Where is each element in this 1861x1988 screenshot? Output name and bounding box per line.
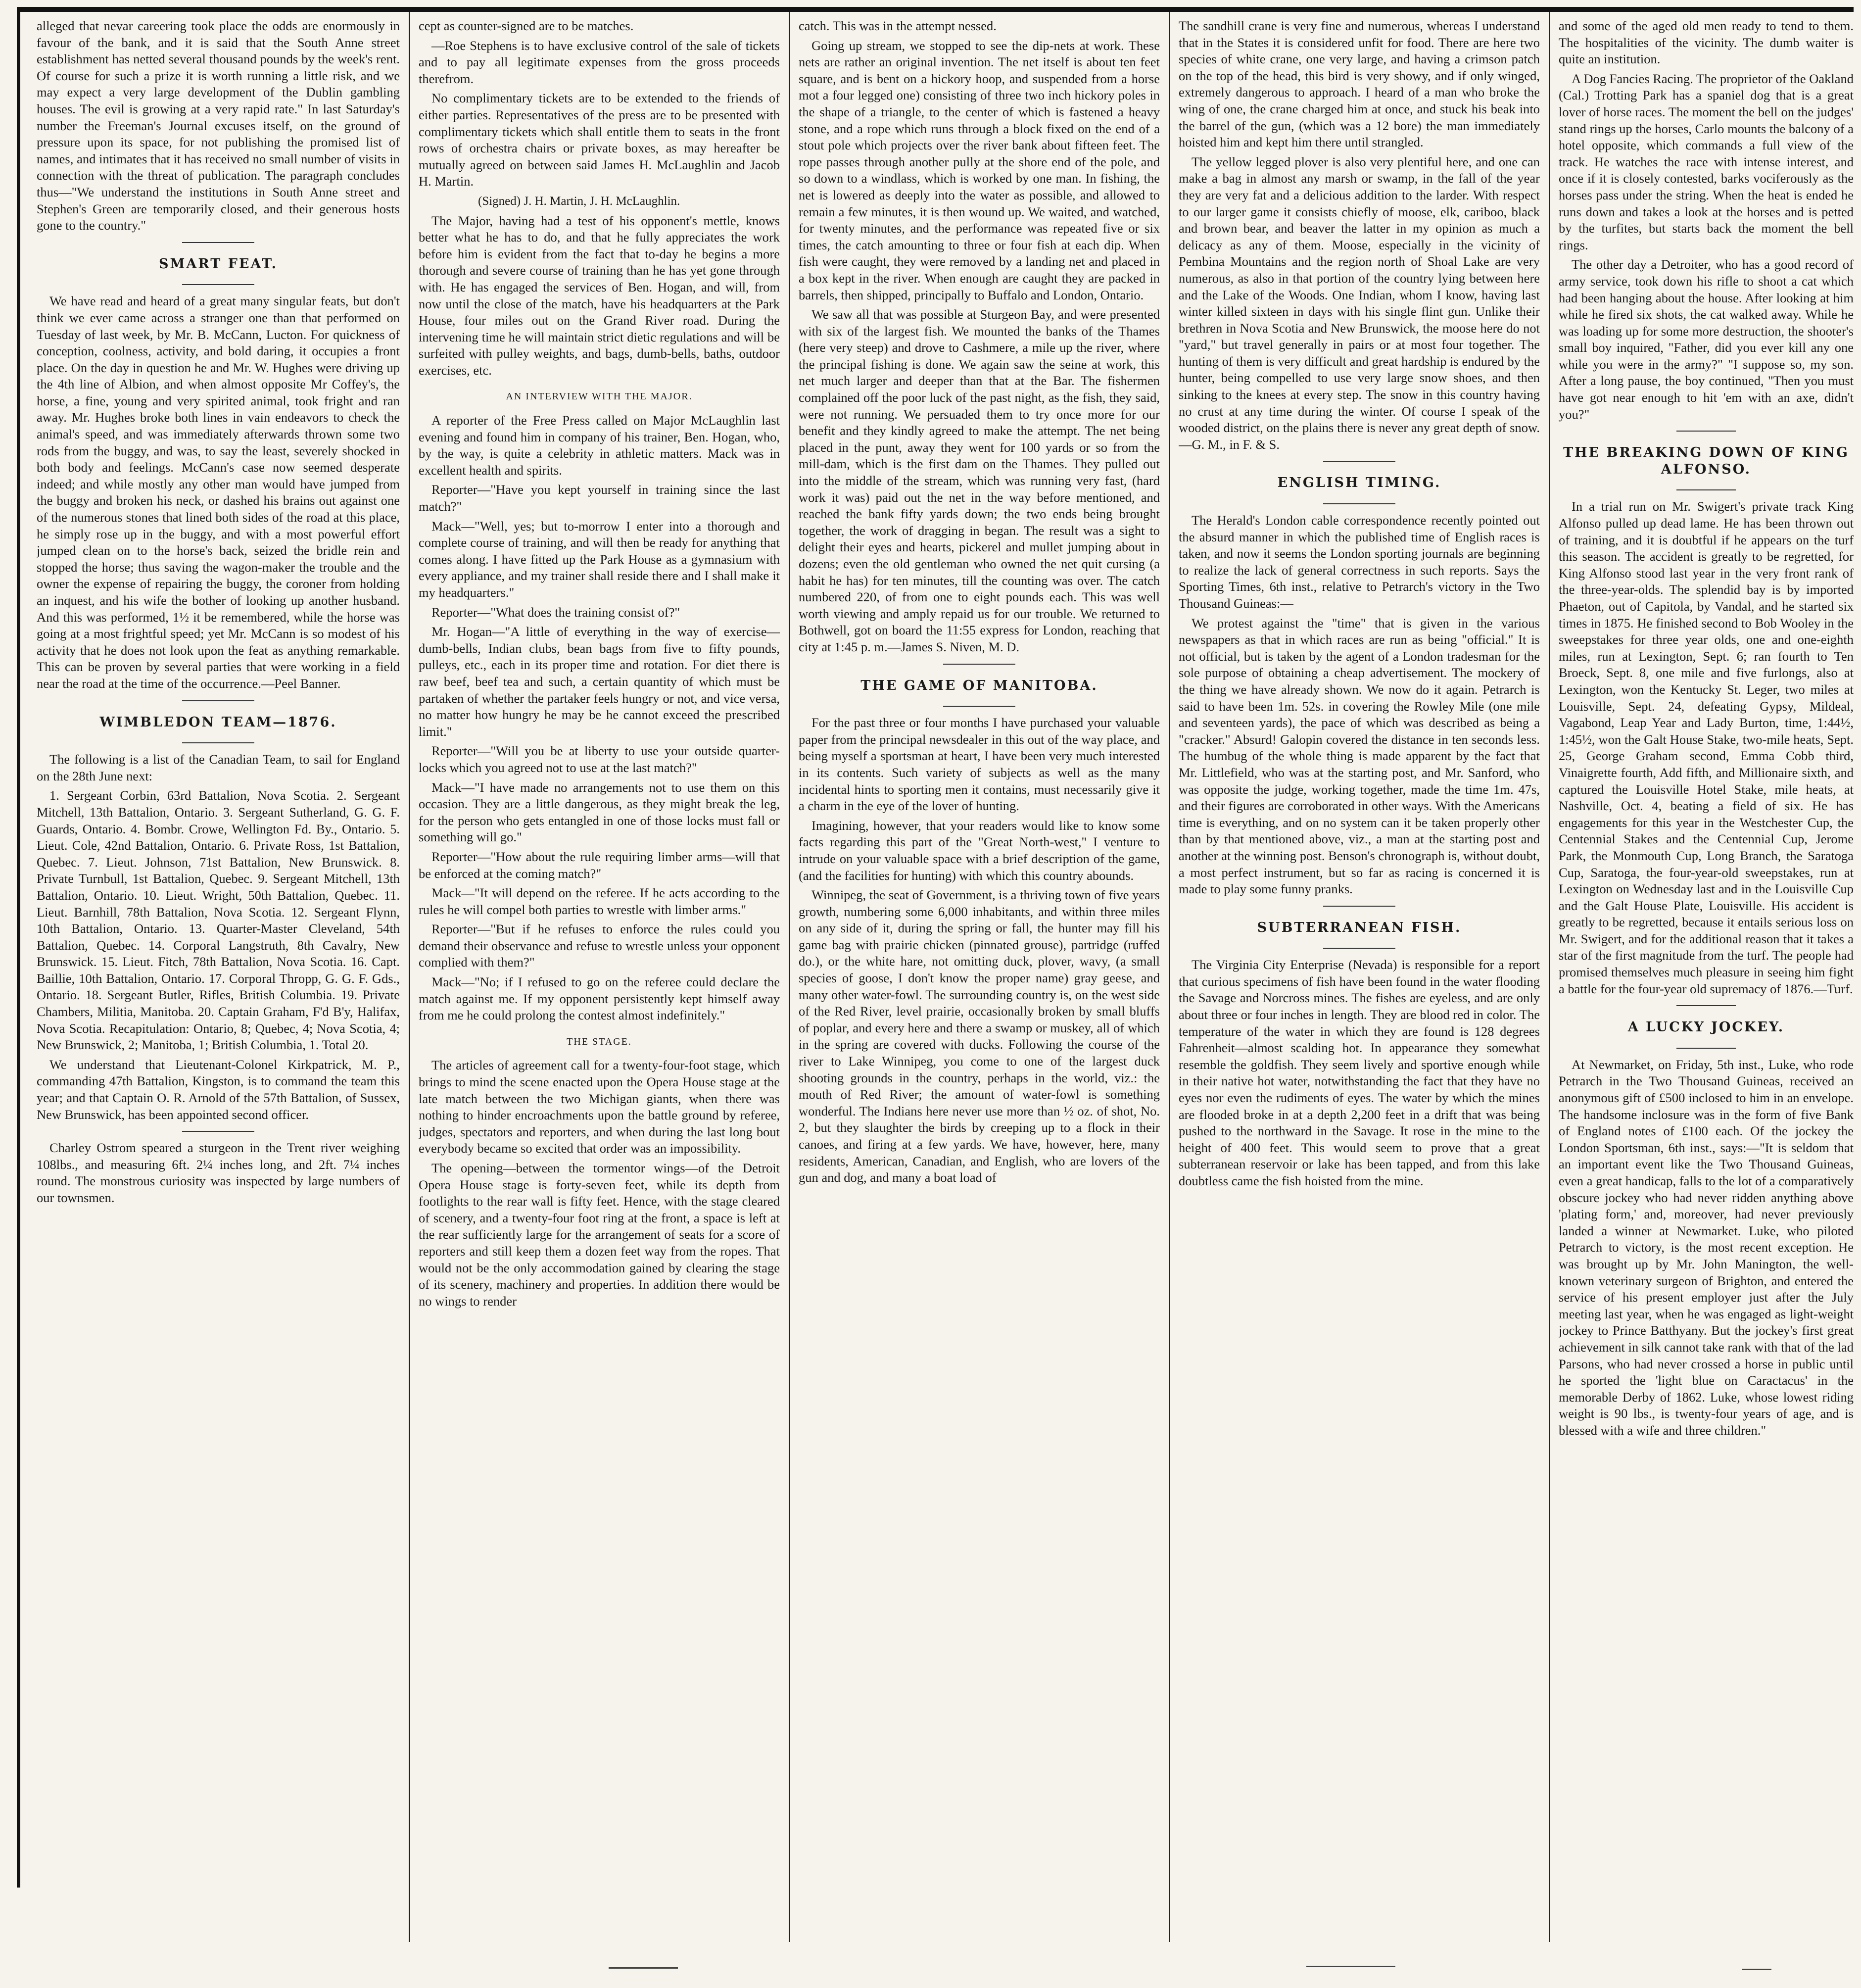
column-rule — [1169, 12, 1170, 1942]
headline-rule — [182, 700, 255, 701]
column-3 — [799, 18, 1160, 1938]
article-paragraph: Reporter—"Will you be at liberty to use your outside quarter-locks which you agreed not to use at the last match?" — [419, 743, 780, 775]
column-2 — [419, 18, 780, 1938]
headline-rule — [1323, 906, 1395, 907]
newspaper-page — [17, 7, 1854, 1952]
article-paragraph: Mack—"Well, yes; but to-morrow I enter into a thorough and complete course of training, and will then be ready for anything that comes along. I have fitted up the Park House as a gymnasium with every appliance, and my trainer shall reside there and I shall make it my headquarters." — [419, 518, 780, 600]
article-paragraph: No complimentary tickets are to be extended to the friends of either parties. Representatives of the press are to be presented with complimentary tickets which shall entitle them to seats in the front rows of orchestra chairs or private boxes, as may hereafter be mutually agreed on between said James H. McLaughlin and Jacob H. Martin. — [419, 91, 780, 189]
column-1 — [37, 18, 400, 1938]
article-paragraph: Reporter—"But if he refuses to enforce the rules could you demand their observance and refuse to wrestle unless your opponent complied with them?" — [419, 921, 780, 970]
article-paragraph: We have read and heard of a great many singular feats, but don't think we ever came across a stranger one than that performed on Tuesday of last week, by Mr. B. McCann, Lucton. For quickness of conception, coolness, activity, and bold daring, it occupies a front place. On the day in question he and Mr. W. Hughes were driving up the 4th line of Albion, and when almost opposite Mr Coffey's, the horse, a fine, young and very spirited animal, took fright and ran away. Mr. Hughes broke both lines in vain endeavors to check the animal's speed, and was immediately afterwards thrown some two rods from the buggy, and was, to say the least, severely shocked in both body and feelings. McCann's case now seemed desperate indeed; and while mostly any other man would have jumped from the buggy and broken his neck, or dashed his brains out against one of the numerous stones that lined both sides of the road at this place, he simply rose up in the buggy, and with a most powerful effort jumped clean on to the horse's back, seized the bridle rein and stopped the horse; thus saving the wagon-maker the trouble and the owner the expense of repairing the buggy, the coroner from holding an inquest, and his wife the bother of looking up another husband. And this was performed, 1½ it be remembered, while the horse was going at a most frightful speed; yet Mr. McCann is so modest of his activity that he does not look upon the feat as anything remarkable. This can be proven by several parties that were working in a field near the road at the time of the occurrence.—Peel Banner. — [37, 293, 400, 691]
article-headline: THE GAME OF MANITOBA. — [860, 678, 1098, 693]
column-rule — [1549, 12, 1550, 1942]
bottom-mark — [609, 1967, 678, 1969]
article-paragraph: A Dog Fancies Racing. The proprietor of the Oakland (Cal.) Trotting Park has a spaniel dog that is a great lover of horse races. The moment the bell on the judges' stand rings up the horses, Carlo mounts the balcony of a hotel opposite, which commands a full view of the track. He watches the race with intense interest, and once if it is closely contested, barks vociferously as the horses pass under the string. When the heat is ended he runs down and takes a look at the horses and is petted by the turfites, but starts back the moment the bell rings. — [1559, 71, 1854, 252]
left-margin-bar — [17, 7, 20, 1888]
headline-rule — [182, 284, 255, 285]
article-paragraph: Charley Ostrom speared a sturgeon in the Trent river weighing 108lbs., and measuring 6ft. 2¼ inches long, and 2ft. 7¼ inches round. The monstrous curiosity was inspected by large numbers of our townsmen. — [37, 1140, 400, 1205]
column-rule — [789, 12, 790, 1942]
article-paragraph: At Newmarket, on Friday, 5th inst., Luke, who rode Petrarch in the Two Thousand Guineas, received an anonymous gift of £500 inclosed to him in an envelope. The handsome inclosure was in the form of five Bank of England notes of £100 each. Of the jockey the London Sportsman, 6th inst., says:—"It is seldom that an important event like the Two Thousand Guineas, even a great handicap, falls to the lot of a comparatively obscure jockey who had never ridden anything above 'plating form,' and, moreover, had never previously landed a winner at Newmarket. Luke, who piloted Petrarch to victory, is the most recent exception. He was brought up by Mr. John Manington, the well-known veterinary surgeon of Brighton, and entered the service of his present employer just after the July meeting last year, when he was engaged as light-weight jockey to Prince Batthyany. But the jockey's first great achievement in silk cannot take rank with that of the lad Parsons, who had never crossed a horse in public until he sported the 'light blue on Caractacus' in the memorable Derby of 1862. Luke, whose lowest riding weight is 90 lbs., is twenty-four years of age, and is blessed with a wife and three children." — [1559, 1057, 1854, 1438]
column-5 — [1559, 18, 1854, 1938]
article-paragraph: and some of the aged old men ready to tend to them. The hospitalities of the vicinity. The dumb waiter is quite an institution. — [1559, 18, 1854, 67]
article-subheading: AN INTERVIEW WITH THE MAJOR. — [506, 391, 693, 402]
article-headline: SUBTERRANEAN FISH. — [1257, 920, 1462, 935]
headline-rule — [943, 706, 1015, 707]
article-paragraph: 1. Sergeant Corbin, 63rd Battalion, Nova Scotia. 2. Sergeant Mitchell, 13th Battalion, Ontario. 3. Sergeant Sutherland, G. G. F. Guards, Ontario. 4. Bombr. Crowe, Wellington Fd. By., Ontario. 5. Lieut. Cole, 42nd Battalion, Ontario. 6. Private Ross, 1st Battalion, Quebec. 7. Lieut. Johnson, 71st Battalion, New Brunswick. 8. Private Turnbull, 1st Battalion, Quebec. 9. Sergeant Mitchell, 13th Battalion, Ontario. 10. Lieut. Wright, 50th Battalion, Quebec. 11. Lieut. Barnhill, 78th Battalion, Nova Scotia. 12. Sergeant Flynn, 10th Battalion, Ontario. 13. Quarter-Master Cleveland, 54th Battalion, Quebec. 14. Corporal Langstruth, 8th Cavalry, New Brunswick. 15. Lieut. Fitch, 78th Battalion, Nova Scotia. 16. Capt. Baillie, 10th Battalion, Ontario. 17. Corporal Thropp, G. G. F. Gds., Ontario. 18. Sergeant Butler, Rifles, British Columbia. 19. Private Chambers, Militia, Manitoba. 20. Captain Graham, F'd B'y, Halifax, Nova Scotia. Recapitulation: Ontario, 8; Quebec, 4; Nova Scotia, 4; New Brunswick, 2; Manitoba, 1; British Columbia, 1. Total 20. — [37, 788, 400, 1053]
article-paragraph: We protest against the "time" that is given in the various newspapers as that in which races are run as being "official." It is not official, but is taken by the agent of a London tradesman for the sole purpose of obtaining a cheap advertisement. The mockery of the thing we have already shown. We now do it again. Petrarch is said to have been 1m. 52s. in covering the Rowley Mile (one mile and seventeen yards), the pace of which was described as being a "cracker." Absurd! Galopin covered the distance in ten seconds less. The humbug of the whole thing is made apparent by the fact that Mr. Littlefield, who was at the starting post, and Mr. Sanford, who was opposite the judge, working together, made the time 1m. 47s, and their figures are corroborated in other ways. With the Americans time is everything, and on no system can it be taken properly other than by that mentioned above, viz., a man at the starting post and another at the winning post. Benson's chronograph is, without doubt, a most perfect instrument, but so far as racing is concerned it is made to play some funny pranks. — [1179, 615, 1540, 897]
article-subheading: THE STAGE. — [567, 1036, 632, 1047]
bottom-mark — [1742, 1969, 1771, 1970]
headline-rule — [943, 664, 1015, 665]
article-headline: SMART FEAT. — [158, 256, 278, 272]
signature-block: (Signed) J. H. Martin, J. H. McLaughlin. — [478, 194, 680, 208]
top-rule — [17, 7, 1854, 12]
headline-rule — [1323, 461, 1395, 462]
headline-rule — [1676, 1005, 1735, 1006]
article-paragraph: Imagining, however, that your readers would like to know some facts regarding this part of the "Great North-west," I venture to intrude on your valuable space with a brief description of the game, (and the facilities for hunting) with which this country abounds. — [799, 818, 1160, 883]
article-paragraph: Reporter—"Have you kept yourself in training since the last match?" — [419, 482, 780, 514]
article-paragraph: catch. This was in the attempt nessed. — [799, 18, 997, 33]
article-paragraph: The Major, having had a test of his opponent's mettle, knows better what he has to do, and that he fully appreciates the work before him is evident from the fact that to-day he begins a more thorough and severe course of training than he has yet gone through with. He has engaged the services of Ben. Hogan, and will, from now until the close of the match, have his headquarters at the Park House, four miles out on the Grand River road. During the intervening time he will maintain strict dietic regulations and will be surfeited with pulley weights, and bags, dumb-bells, baths, outdoor exercises, etc. — [419, 213, 780, 378]
article-headline: A LUCKY JOCKEY. — [1627, 1019, 1785, 1035]
article-paragraph: The sandhill crane is very fine and numerous, whereas I understand that in the States it is considered unfit for food. There are here two species of white crane, one very large, and having a crimson patch on the top of the head, this bird is very showy, and if only winged, extremely dangerous to approach. I heard of a man who broke the wing of one, the crane charged him at once, and stuck his beak into the barrel of the gun, (which was a 12 bore) the man immediately hoisted him and kept him there until strangled. — [1179, 18, 1540, 150]
column-4 — [1179, 18, 1540, 1938]
article-paragraph: We understand that Lieutenant-Colonel Kirkpatrick, M. P., commanding 47th Battalion, Kingston, is to command the team this year; and that Captain O. R. Arnold of the 57th Battalion, of Sussex, New Brunswick, has been appointed second officer. — [37, 1057, 400, 1122]
article-paragraph: cept as counter-signed are to be matches. — [419, 18, 634, 33]
article-paragraph: Reporter—"What does the training consist of?" — [431, 604, 680, 620]
headline-rule — [1323, 948, 1395, 949]
article-paragraph: —Roe Stephens is to have exclusive control of the sale of tickets and to pay all legitimate expenses from the gross proceeds therefrom. — [419, 38, 780, 86]
headline-rule — [1676, 1048, 1735, 1049]
article-paragraph: Winnipeg, the seat of Government, is a thriving town of five years growth, numbering some 6,000 inhabitants, and within three miles on any side of it, during the spring or fall, the hunter may fill his game bag with prairie chicken (pinnated grouse), partridge (ruffed do.), or the white hare, not omitting duck, plover, wavy, (a small species of goose, I don't know the proper name) gray geese, and many other water-fowl. The surrounding country is, on the west side of the Red River, level prairie, occasionally broken by small bluffs of poplar, and every here and there a swamp or muskey, all of which in the spring are covered with ducks. Following the course of the river to Lake Winnipeg, you come to one of the largest duck shooting grounds in the country, perhaps in the world, viz.: the mouth of Red River; the amount of water-fowl is something wonderful. The Indians here never use more than ½ oz. of shot, No. 2, but they slaughter the birds by creeping up to a flock in their canoes, and firing at a few yards. We have, however, here, many residents, American, Canadian, and English, who are lovers of the gun and dog, and many a boat load of — [799, 887, 1160, 1185]
article-paragraph: Mr. Hogan—"A little of everything in the way of exercise—dumb-bells, Indian clubs, bean bags from five to fifty pounds, pulleys, etc., each in its proper time and rotation. For diet there is raw beef, beef tea and such, a certain quantity of which must be partaken of whether the partaker feels hungry or not, and vice versa, no matter how hungry he may be he cannot exceed the prescribed limit." — [419, 624, 780, 739]
article-paragraph: Mack—"It will depend on the referee. If he acts according to the rules he will compel both parties to wrestle with limber arms." — [419, 885, 780, 917]
bottom-mark — [1306, 1966, 1395, 1967]
article-paragraph: The yellow legged plover is also very plentiful here, and one can make a bag in almost any marsh or swamp, in the fall of the year they are very fat and a delicious addition to the larder. With respect to our larger game it consists chiefly of moose, elk, cariboo, black and brown bear, and beaver the latter in my opinion as much a delicacy as any of them. Moose, especially in the vicinity of Pembina Mountains and the region north of Shoal Lake are very numerous, as also in that portion of the country lying between here and the Lake of the Woods. One Indian, whom I know, having last winter killed sixteen in days with his single flint gun. Unlike their brethren in Nova Scotia and New Brunswick, the moose here do not "yard," but travel generally in pairs or at most four together. The hunting of them is very difficult and great hardship is endured by the hunter, being compelled to use very large snow shoes, and then sinking to the knees at every step. The snow in this country having no crust at any time during the winter. Of course I speak of the wooded district, on the plains there is never any great depth of snow.—G. M., in F. & S. — [1179, 154, 1540, 452]
headline-rule — [182, 242, 255, 243]
article-paragraph: Going up stream, we stopped to see the dip-nets at work. These nets are rather an original invention. The net itself is about ten feet square, and is bent on a hickory hoop, and suspended from a horse mot a four legged one) consisting of three two inch hickory poles in the shape of a triangle, to the center of which is fastened a heavy stone, and a rope which runs through a block fixed on the end of a stout pole which projects over the river bank about fifteen feet. The rope passes through another pully at the shore end of the pole, and so down to a windlass, which is worked by one man. In fishing, the net is lowered as deeply into the water as possible, and allowed to remain a few minutes, it is then wound up. We waited, and watched, for twenty minutes, and the performance was repeated five or six times, the catch amounting to three or four fish at each dip. When fish were caught, they were removed by a landing net and placed in a box kept in the river. When enough are caught they are packed in barrels, then shipped, principally to Buffalo and London, Ontario. — [799, 38, 1160, 302]
article-headline: WIMBLEDON TEAM—1876. — [99, 714, 337, 730]
article-paragraph: The other day a Detroiter, who has a good record of army service, took down his rifle to shoot a cat which had been hanging about the house. After looking at him while he fired six shots, the cat walked away. While he was loading up for some more destruction, the shooter's small boy inquired, "Father, did you ever kill any one while you were in the army?" "I suppose so, my son. After a long pause, the boy continued, "Then you must have got near enough to hit 'em with an axe, didn't you?" — [1559, 257, 1854, 422]
article-headline: THE BREAKING DOWN OF KING ALFONSO. — [1563, 445, 1849, 477]
article-paragraph: alleged that nevar careering took place the odds are enormously in favour of the bank, and it is said that the South Anne street establishment has netted several thousand pounds by the week's rent. Of course for such a prize it is worth running a little risk, and we may expect a very large development of the Dublin gambling houses. The evil is growing at a very rapid rate." In last Saturday's number the Freeman's Journal excuses itself, on the ground of pressure upon its space, for not publishing the promised list of names, and intimates that it has received no small number of visits in connection with the threat of publication. The paragraph concludes thus—"We understand the institutions in South Anne street and Stephen's Green are temporarily closed, and their generous hosts gone to the country." — [37, 18, 400, 233]
article-paragraph: Mack—"No; if I refused to go on the referee could declare the match against me. If my opponent persistently kept himself away from me he could prolong the contest almost indefinitely." — [419, 974, 780, 1023]
article-paragraph: The opening—between the tormentor wings—of the Detroit Opera House stage is forty-seven feet, while its depth from footlights to the rear wall is fifty feet. Hence, with the stage cleared of scenery, and a twenty-four foot ring at the front, a space is left at the rear sufficiently large for the arrangement of seats for a score of reporters and still keep them a dozen feet way from the ropes. That would not be the only accommodation gained by clearing the stage of its scenery, machinery and properties. In addition there would be no wings to render — [419, 1161, 780, 1309]
article-paragraph: In a trial run on Mr. Swigert's private track King Alfonso pulled up dead lame. He has been thrown out of training, and it is doubtful if he appears on the turf this season. The accident is greatly to be regretted, for King Alfonso stood last year in the very front rank of the three-year-olds. The splendid bay is by imported Phaeton, out of Capitola, by Vandal, and he started six times in 1875. He finished second to Bob Wooley in the sweepstakes for three year olds, one and one-eighth miles, run at Lexington, Sept. 6; ran fourth to Ten Broeck, Sept. 8, one mile and five furlongs, also at Lexington, won the Kentucky St. Leger, two miles at Louisville, Sept. 24, defeating Gypsy, Mildeal, Vagabond, Leap Year and Lady Burton, time, 1:44½, 1:45½, won the Galt House Stake, two-mile heats, Sept. 25, George Graham second, Emma Cobb third, Vinaigrette fourth, Add fifth, and Millionaire sixth, and captured the Louisville Hotel Stake, mile heats, at Nashville, Oct. 4, beating a field of six. He has engagements for this year in the Westchester Cup, the Centennial Stakes and the Centennial Cup, Jerome Park, the Monmouth Cup, Long Branch, the Saratoga Cup, Saratoga, the four-year-old sweepstakes, run at Lexington on Wednesday last and in the Louisville Cup and the Galt House Plate, Louisville. His accident is greatly to be regretted, because it entails serious loss on Mr. Swigert, and for the additional reason that it takes a star of the first magnitude from the turf. The people had promised themselves much pleasure in seeing him fight a battle for the four-year old supremacy of 1876.—Turf. — [1559, 499, 1854, 996]
article-paragraph: The articles of agreement call for a twenty-four-foot stage, which brings to mind the scene enacted upon the Opera House stage at the late match between the two Michigan giants, when there was nothing to hinder encroachments upon the battle ground by referee, judges, spectators and reporters, and when during the last long bout everybody became so excited that order was an impossibility. — [419, 1058, 780, 1156]
headline-rule — [1323, 503, 1395, 504]
article-paragraph: The Virginia City Enterprise (Nevada) is responsible for a report that curious specimens of fish have been found in the water flooding the Savage and Norcross mines. The fishes are eyeless, and are only about three or four inches in length. They are blood red in color. The temperature of the water in which they are found is 128 degrees Fahrenheit—almost scalding hot. In appearance they somewhat resemble the goldfish. They seem lively and sportive enough while in their native hot water, notwithstanding the fact that they have no eyes nor even the rudiments of eyes. The water by which the mines are flooded broke in at a depth 2,200 feet in a drift that was being pushed to the northward in the Savage. It rose in the mine to the height of 400 feet. This would seem to prove that a great subterranean reservoir or lake has been tapped, and from this lake doubtless came the fish hoisted from the mine. — [1179, 957, 1540, 1188]
article-headline: ENGLISH TIMING. — [1277, 475, 1441, 491]
article-paragraph: A reporter of the Free Press called on Major McLaughlin last evening and found him in company of his trainer, Ben. Hogan, who, by the way, is quite a celebrity in athletic matters. Mack was in excellent health and spirits. — [419, 413, 780, 478]
headline-rule — [1676, 431, 1735, 432]
article-paragraph: Reporter—"How about the rule requiring limber arms—will that be enforced at the coming match?" — [419, 849, 780, 881]
column-rule — [409, 12, 410, 1942]
section-divider — [182, 1131, 255, 1132]
article-paragraph: For the past three or four months I have purchased your valuable paper from the principal newsdealer in this out of the way place, and being myself a sportsman at heart, I have been very much interested in its contents. Such variety of subjects as well as the many incidental hints to sporting men it contains, must necessarily give it a charm in the eye of the lover of hunting. — [799, 715, 1160, 814]
article-paragraph: We saw all that was possible at Sturgeon Bay, and were presented with six of the largest fish. We mounted the banks of the Thames (here very steep) and drove to Cashmere, a mile up the river, where the principal fishing is done. We again saw the seine at work, this net much larger and deeper than that at the Bar. The fishermen complained off the poor luck of the past night, as the fish, they said, were not running. We persuaded them to try once more for our benefit and they kindly agreed to make the attempt. The net being placed in the punt, away they went for 100 yards or so from the mill-dam, which is the first dam on the Thames. They pulled out into the middle of the stream, which was running very fast, (hard work it was) paid out the net in the way before mentioned, and reached the bank fifty yards down; the two ends being brought together, the work of dragging in began. The result was a sight to delight their eyes and hearts, pickerel and mullet jumping about in dozens; even the old gentleman who owned the net quit cursing (a habit he has) for ten minutes, till the counting was over. The catch numbered 220, of from one to eight pounds each. This was well worth viewing and amply repaid us for our trouble. We returned to Bothwell, got on board the 11:55 express for London, reaching that city at 1:45 p. m.—James S. Niven, M. D. — [799, 307, 1160, 654]
headline-rule — [182, 742, 255, 743]
article-paragraph: Mack—"I have made no arrangements not to use them on this occasion. They are a little dangerous, as they might break the leg, for the person who gets entangled in one of those locks must fall or something will go." — [419, 779, 780, 845]
article-paragraph: The following is a list of the Canadian Team, to sail for England on the 28th June next: — [37, 752, 400, 783]
article-paragraph: The Herald's London cable correspondence recently pointed out the absurd manner in which the published time of English races is taken, and now it seems the London sporting journals are beginning to realize the lack of general correctness in such reports. Says the Sporting Times, 6th inst., relative to Petrarch's victory in the Two Thousand Guineas:— — [1179, 513, 1540, 611]
headline-rule — [1676, 489, 1735, 490]
